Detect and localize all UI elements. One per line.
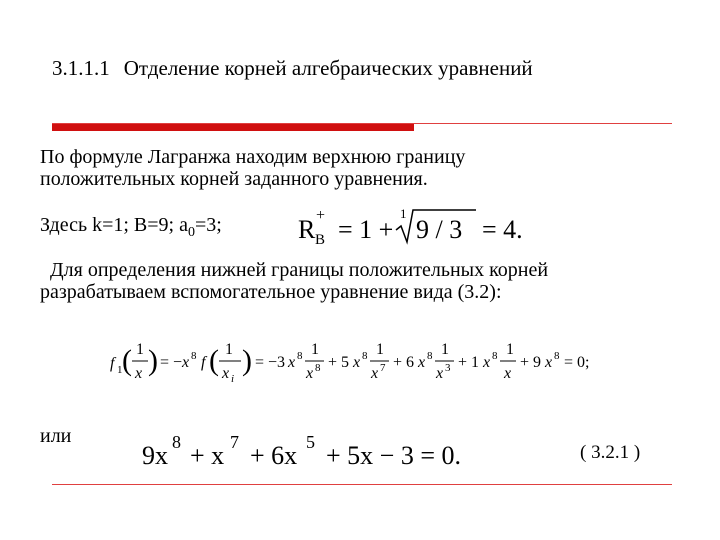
title-divider-thick [52, 124, 414, 131]
formula-symbol: 1 [400, 206, 407, 221]
formula-symbol: 9 / 3 [416, 215, 463, 244]
formula-symbol: 8 [554, 350, 560, 362]
formula-symbol: R [298, 215, 316, 244]
formula-symbol: 1 [441, 341, 449, 358]
formula-symbol: 9x [142, 441, 168, 470]
formula-symbol: ( [209, 344, 219, 377]
formula-symbol: 1 [506, 341, 514, 358]
formula-symbol: 8 [172, 432, 181, 452]
formula-symbol: = 4. [482, 215, 523, 244]
formula-upper-bound [292, 204, 532, 252]
formula-symbol: + 1 [458, 354, 480, 371]
formula-symbol: x [436, 365, 444, 382]
formula-symbol: 1 [136, 341, 144, 358]
formula-symbol: ) [242, 344, 252, 377]
parameters-line [40, 214, 222, 239]
formula-symbol: + 6x [250, 441, 298, 470]
formula-symbol: x [545, 354, 553, 371]
formula-symbol: 1 [117, 364, 123, 376]
formula-symbol: x [182, 354, 190, 371]
section-title: Отделение корней алгебраических уравнений [123, 56, 533, 80]
paragraph-line: По формуле Лагранжа находим верхнюю границу [40, 146, 466, 168]
paragraph-lower-bound [40, 259, 548, 303]
formula-symbol: x [306, 365, 314, 382]
formula-symbol: + x [190, 441, 225, 470]
paragraph-line: положительных корней заданного уравнения. [40, 168, 428, 190]
parameters-text-end: =3; [194, 214, 222, 236]
formula-symbol: ( [122, 344, 132, 377]
parameters-text: Здесь k=1; B=9; a [40, 214, 188, 236]
paragraph-line: разрабатываем вспомогательное уравнение вида (3.2): [40, 281, 502, 303]
formula-symbol: x [418, 354, 426, 371]
formula-symbol: B [315, 232, 326, 248]
formula-symbol: 1 [311, 341, 319, 358]
formula-symbol: x [371, 365, 379, 382]
formula-symbol: 8 [427, 350, 433, 362]
formula-symbol: = 0; [564, 354, 590, 371]
formula-symbol: x [135, 365, 143, 382]
formula-symbol: 1 [376, 341, 384, 358]
formula-symbol: 1 [225, 341, 233, 358]
formula-auxiliary [108, 334, 608, 392]
formula-symbol: x [222, 365, 230, 382]
formula-symbol: x [504, 365, 512, 382]
equation-number: ( 3.2.1 ) [580, 442, 641, 463]
formula-symbol: 3 [445, 362, 451, 374]
formula-symbol: 8 [191, 350, 197, 362]
formula-symbol: 8 [315, 362, 321, 374]
formula-symbol: 8 [492, 350, 498, 362]
formula-symbol: 7 [380, 362, 386, 374]
formula-symbol: 8 [362, 350, 368, 362]
paragraph-lagrange [40, 146, 465, 190]
formula-symbol: 5 [306, 432, 315, 452]
formula-symbol: ) [148, 344, 158, 377]
formula-symbol: + 5x − 3 = 0. [326, 441, 461, 470]
formula-symbol: + [316, 207, 326, 224]
paragraph-line: Для определения нижней границы положительных корней [40, 259, 549, 281]
formula-symbol: f [110, 355, 115, 372]
formula-symbol: 7 [230, 432, 239, 452]
formula-final [140, 426, 500, 476]
formula-symbol: = − [160, 354, 183, 371]
formula-symbol: = −3 [255, 354, 286, 371]
formula-symbol: x [483, 354, 491, 371]
formula-symbol: x [288, 354, 296, 371]
formula-symbol: f [201, 354, 206, 371]
section-number: 3.1.1.1 [52, 56, 110, 80]
formula-symbol: + 9 [520, 354, 542, 371]
formula-symbol: x [353, 354, 361, 371]
parameters-subscript: 0 [187, 225, 195, 240]
formula-symbol: 8 [297, 350, 303, 362]
or-label: или [40, 425, 72, 447]
formula-symbol: = 1 + [338, 215, 394, 244]
formula-symbol: i [231, 373, 235, 385]
formula-symbol: + 5 [328, 354, 350, 371]
formula-symbol: + 6 [393, 354, 415, 371]
slide-title [52, 56, 533, 81]
footer-divider [52, 484, 672, 485]
